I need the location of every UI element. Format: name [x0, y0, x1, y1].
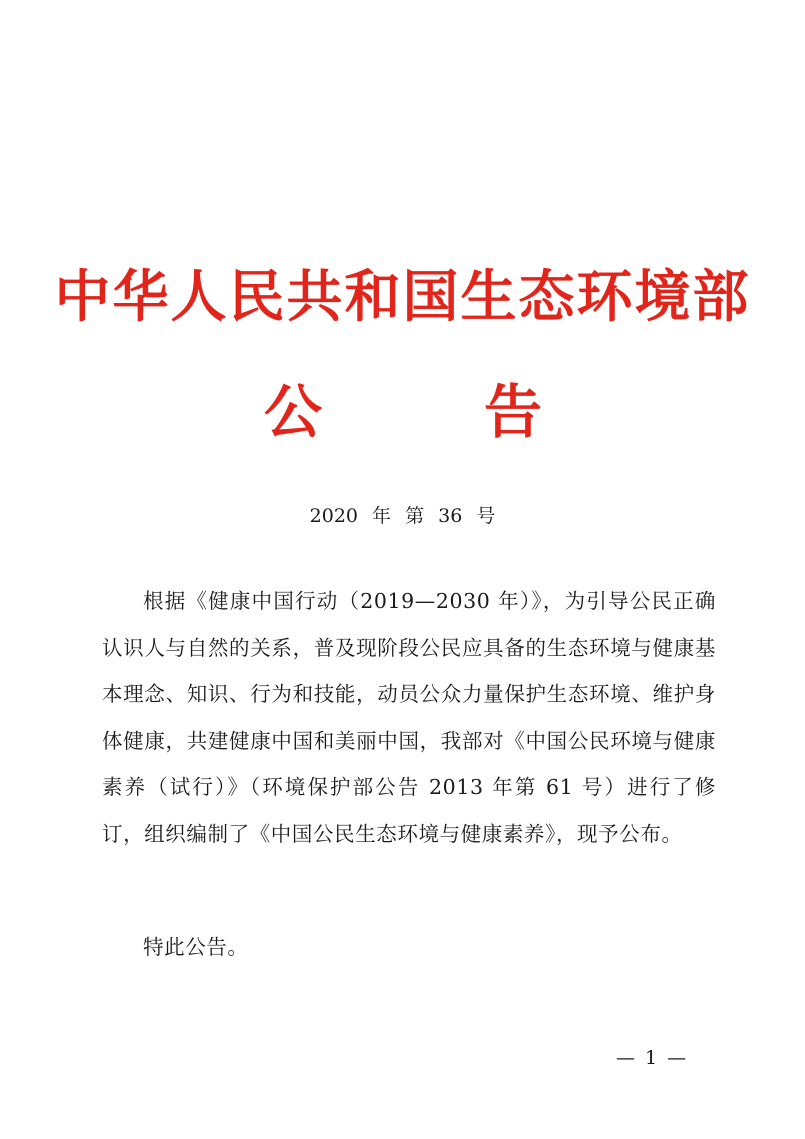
document-type-char-2: 告	[484, 378, 543, 446]
document-number: 2020 年 第 36 号	[309, 505, 496, 527]
closing-statement: 特此公告。	[143, 935, 249, 959]
document-type-title	[0, 376, 805, 448]
body-paragraph: 根据《健康中国行动（2019—2030 年）》，为引导公民正确认识人与自然的关系，普及现阶段公民应具备的生态环境与健康基本理念、知识、行为和技能，动员公众力量保护生态环境、维护身体健康，共建健康中国和美丽中国，我部对《中国公民环境与健康素养（试行）》（环境保护部公告 2013 年第 61 号）进行了修订，组织编制了《中国公民生态环境与健康素养》，现予公布。	[102, 589, 716, 846]
document-type-char-1: 公	[264, 378, 323, 446]
page-number: — 1 —	[616, 1047, 689, 1069]
organization-title: 中华人民共和国生态环境部	[54, 265, 751, 330]
